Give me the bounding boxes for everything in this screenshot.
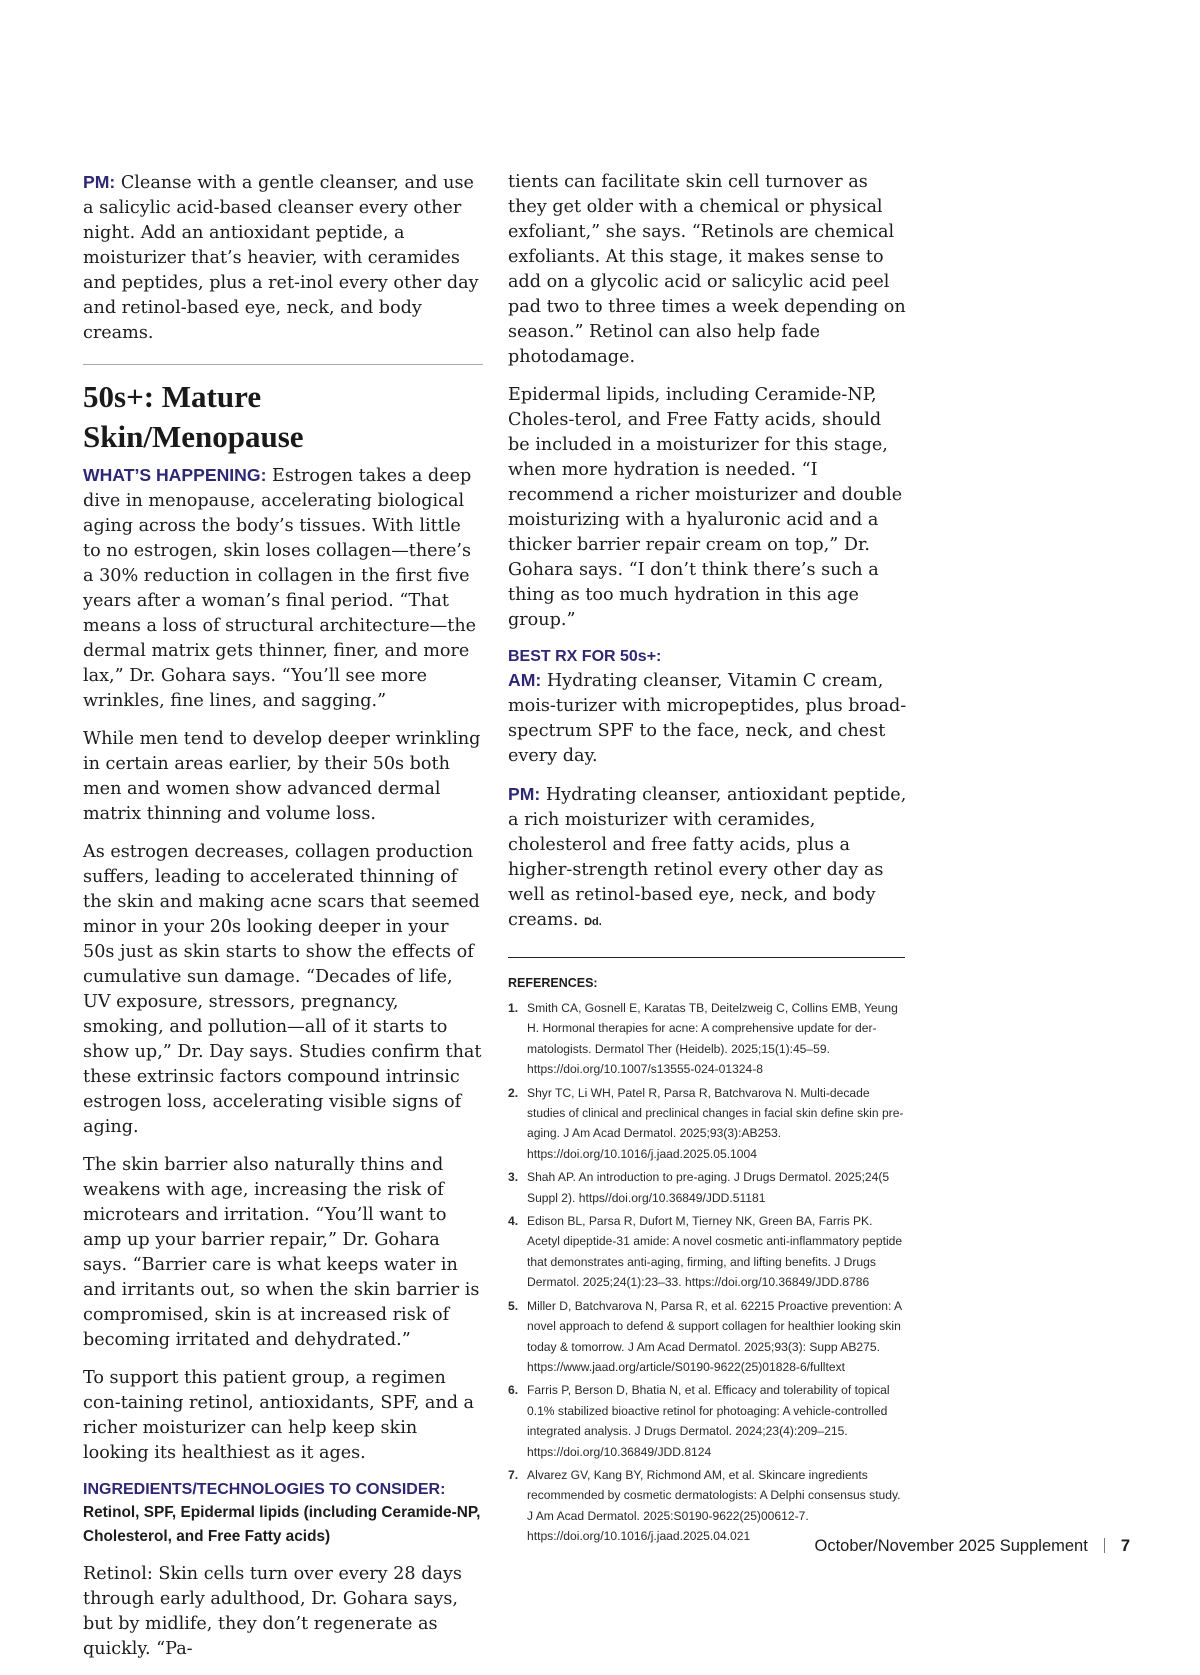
reference-item [508, 1465, 908, 1547]
pm-intro-text: Cleanse with a gentle cleanser, and use a salicylic acid-based cleanser every other night. Add an antioxidant peptide, a moisturizer that’s heavier, with ceramides and peptides, plus a ret-inol every other day and retinol-based eye, neck, and body creams. [83, 173, 479, 343]
ingredients-heading: INGREDIENTS/TECHNOLOGIES TO CONSIDER: [83, 1481, 446, 1498]
section-divider [83, 364, 483, 365]
pm-intro-paragraph [83, 170, 483, 346]
reference-number: 3. [508, 1170, 519, 1185]
page-footer [814, 1537, 1130, 1556]
reference-text: Shyr TC, Li WH, Patel R, Parsa R, Batchvarova N. Multi-decade studies of clinical and preclinical changes in facial skin define skin pre-aging. J Am Acad Dermatol. 2025;93(3):AB253. https://doi.org/10.1016/j.jaad.2025.05.1004 [527, 1085, 904, 1161]
pm-label: PM: [83, 172, 116, 192]
end-mark: Dd. [584, 916, 602, 928]
pm-label-right: PM: [508, 784, 541, 804]
best-rx-heading: BEST RX FOR 50s+: [508, 648, 662, 665]
right-column [508, 170, 908, 1550]
references-divider [508, 957, 905, 958]
pm-paragraph [508, 782, 908, 935]
references-title: REFERENCES: [508, 976, 598, 990]
page-number: 7 [1120, 1537, 1130, 1555]
reference-text: Edison BL, Parsa R, Dufort M, Tierney NK, Green BA, Farris PK. Acetyl dipeptide-31 amide: A novel cosmetic anti-inflammatory peptide that demonstrates anti-aging, firming, and lifting benefits. J Drugs Dermatol. 2025;24(1):23–33. https://doi.org/10.36849/JDD.8786 [527, 1214, 903, 1290]
paragraph-support: To support this patient group, a regimen con-taining retinol, antioxidants, SPF, and a richer moisturizer can help keep skin looking its healthiest as it ages. [83, 1368, 475, 1463]
reference-item [508, 1296, 908, 1378]
references-list [508, 998, 908, 1547]
reference-item [508, 998, 908, 1080]
paragraph-continued: tients can facilitate skin cell turnover as they get older with a chemical or physical exfoliant,” she says. “Retinols are chemical exfoliants. At this stage, it makes sense to add on a glycolic acid or salicylic acid peel pad two to three times a week depending on season.” Retinol can also help fade photodamage. [508, 172, 906, 367]
section-title: 50s+: Mature Skin/Menopause [83, 379, 304, 454]
paragraph-retinol: Retinol: Skin cells turn over every 28 days through early adulthood, Dr. Gohara says, but by midlife, they don’t regenerate as quickly. “Pa- [83, 1564, 462, 1659]
am-text: Hydrating cleanser, Vitamin C cream, mois-turizer with micropeptides, plus broad-spectrum SPF to the face, neck, and chest every day. [508, 671, 907, 766]
ingredients-text: Retinol, SPF, Epidermal lipids (including Ceramide-NP, Cholesterol, and Free Fatty acids) [83, 1504, 481, 1545]
whats-happening-label: WHAT’S HAPPENING: [83, 465, 267, 485]
reference-text: Alvarez GV, Kang BY, Richmond AM, et al. Skincare ingredients recommended by cosmetic dermatologists: A Delphi consensus study. J Am Acad Dermatol. 2025:S0190-9622(25)00612-7. https://doi.org/10.1016/j.jaad.2025.04.021 [527, 1467, 901, 1544]
reference-item [508, 1167, 908, 1208]
reference-number: 7. [508, 1467, 519, 1482]
whats-happening-text: Estrogen takes a deep dive in menopause, accelerating biological aging across the body’s tissues. With little to no estrogen, skin loses collagen—there’s a 30% reduction in collagen in the first five years after a woman’s final period. “That means a loss of structural architecture—the dermal matrix gets thinner, finer, and more lax,” Dr. Gohara says. “You’ll see more wrinkles, fine lines, and sagging.” [83, 466, 477, 711]
reference-item [508, 1380, 908, 1462]
paragraph-barrier: The skin barrier also naturally thins and weakens with age, increasing the risk of microtears and irritation. “You’ll want to amp up your barrier repair,” Dr. Gohara says. “Barrier care is what keeps water in and irritants out, so when the skin barrier is compromised, skin is at increased risk of becoming irritated and dehydrated.” [83, 1155, 480, 1350]
am-paragraph [508, 668, 908, 769]
paragraph-estrogen: As estrogen decreases, collagen production suffers, leading to accelerated thinning of the skin and making acne scars that seemed minor in your 20s looking deeper in your 50s just as skin starts to show the effects of cumulative sun damage. “Decades of life, UV exposure, stressors, pregnancy, smoking, and pollution—all of it starts to show up,” Dr. Day says. Studies confirm that these extrinsic factors compound intrinsic estrogen loss, accelerating visible signs of aging. [83, 842, 482, 1137]
paragraph-men-women: While men tend to develop deeper wrinkling in certain areas earlier, by their 50s both men and women show advanced dermal matrix thinning and volume loss. [83, 729, 481, 824]
left-column [83, 170, 483, 1675]
am-label: AM: [508, 670, 542, 690]
reference-text: Farris P, Berson D, Bhatia N, et al. Efficacy and tolerability of topical 0.1% stabilized bioactive retinol for photoaging: A vehicle-controlled integrated analysis. J Drugs Dermatol. 2024;23(4):209–215. https://doi.org/10.36849/JDD.8124 [527, 1383, 890, 1459]
footer-separator [1104, 1538, 1105, 1553]
reference-item [508, 1083, 908, 1165]
pm-text: Hydrating cleanser, antioxidant peptide, a rich moisturizer with ceramides, cholesterol and free fatty acids, plus a higher-strength retinol every other day as well as retinol-based eye, neck, and body creams. [508, 785, 907, 930]
reference-text: Shah AP. An introduction to pre-aging. J Drugs Dermatol. 2025;24(5 Suppl 2). https//doi.org/10.36849/JDD.51181 [527, 1170, 890, 1205]
reference-number: 6. [508, 1383, 519, 1398]
reference-number: 2. [508, 1085, 519, 1100]
reference-text: Smith CA, Gosnell E, Karatas TB, Deitelzweig C, Collins EMB, Yeung H. Hormonal therapies for acne: A comprehensive update for der-matologists. Dermatol Ther (Heidelb). 2025;15(1):45–59. https://doi.org/10.1007/s13555-024-01324-8 [527, 1001, 898, 1077]
reference-number: 1. [508, 1001, 519, 1015]
reference-number: 4. [508, 1214, 519, 1229]
reference-number: 5. [508, 1298, 519, 1313]
paragraph-lipids: Epidermal lipids, including Ceramide-NP, Choles-terol, and Free Fatty acids, should be included in a moisturizer for this stage, when more hydration is needed. “I recommend a richer moisturizer and double moisturizing with a hyaluronic acid and a thicker barrier repair cream on top,” Dr. Gohara says. “I don’t think there’s such a thing as too much hydration in this age group.” [508, 385, 903, 630]
reference-item [508, 1211, 908, 1293]
whats-happening-paragraph [83, 463, 483, 714]
reference-text: Miller D, Batchvarova N, Parsa R, et al. 62215 Proactive prevention: A novel approach to defend & support collagen for healthier looking skin today & tomorrow. J Am Acad Dermatol. 2025;93(3): Supp AB275. https://www.jaad.org/article/S0190-9622(25)01828-6/fulltext [527, 1298, 902, 1374]
publication-name: October/November 2025 Supplement [814, 1537, 1088, 1555]
